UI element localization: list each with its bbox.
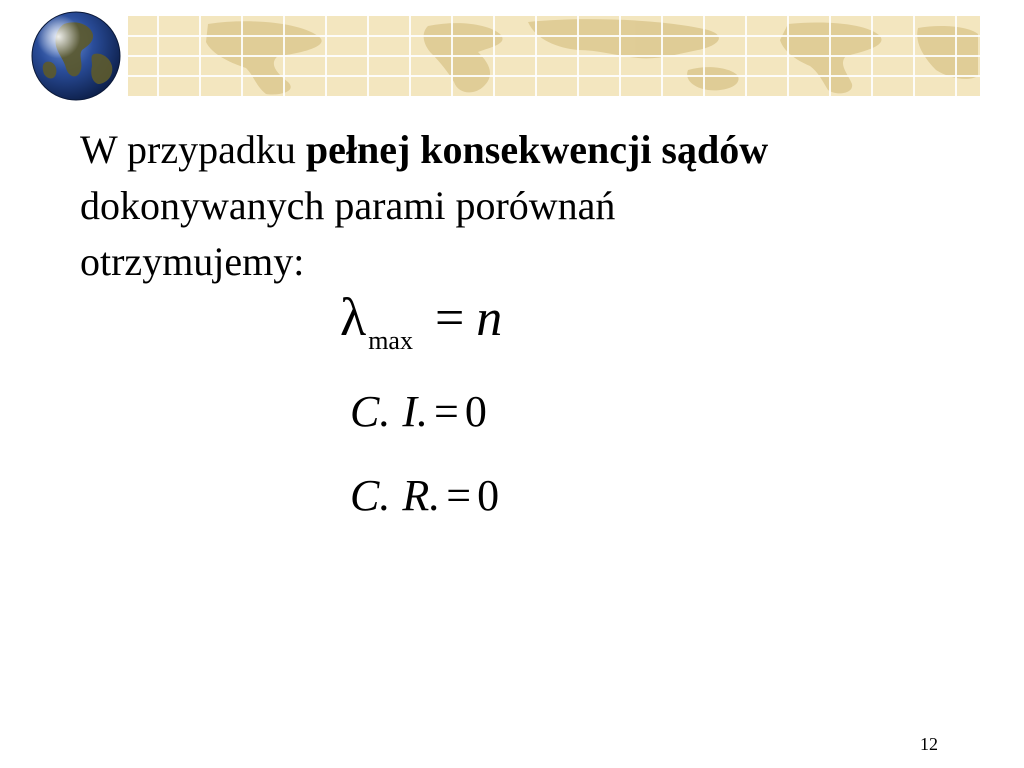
- body-line-2: dokonywanych parami porównań: [80, 183, 616, 228]
- formula-consistency-index: [350, 386, 487, 437]
- equals-sign: =: [446, 471, 472, 520]
- body-text: [80, 122, 920, 290]
- page-number: 12: [920, 734, 938, 754]
- formula-consistency-ratio: [350, 470, 499, 521]
- formula-lambda-max: [340, 286, 502, 356]
- equals-sign: =: [434, 387, 459, 436]
- body-intro: W przypadku: [80, 127, 306, 172]
- body-line-1: [80, 122, 920, 178]
- world-map-banner: [128, 16, 980, 96]
- cr-label-r: R.: [402, 471, 441, 520]
- body-bold-phrase: pełnej konsekwencji sądów: [305, 127, 769, 172]
- formula-n: n: [476, 290, 503, 347]
- lambda-subscript: max: [368, 326, 413, 355]
- ci-label-c: C.: [350, 387, 391, 436]
- equals-sign: =: [434, 290, 465, 347]
- lambda-symbol: λ: [340, 287, 367, 347]
- cr-label-c: C.: [350, 471, 391, 520]
- globe-icon: [30, 10, 122, 102]
- body-line-3: otrzymujemy:: [80, 239, 305, 284]
- ci-value: 0: [464, 387, 487, 436]
- cr-value: 0: [477, 471, 500, 520]
- ci-label-i: I.: [402, 387, 429, 436]
